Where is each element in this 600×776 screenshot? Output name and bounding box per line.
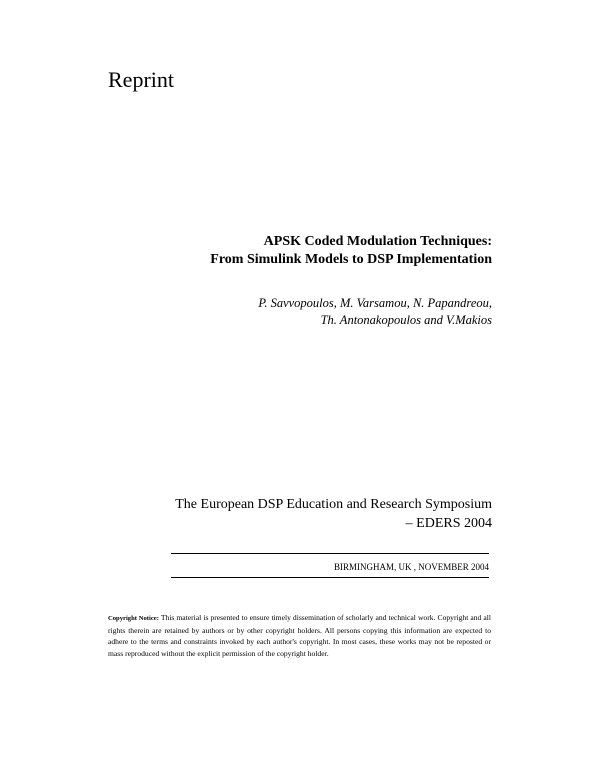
venue-location-text: BIRMINGHAM, UK , NOVEMBER 2004 xyxy=(333,562,489,572)
reprint-heading: Reprint xyxy=(108,67,174,92)
venue xyxy=(72,495,492,533)
copyright-label: Copyright Notice: xyxy=(108,615,159,622)
author-list xyxy=(72,295,492,329)
author-line-2: Th. Antonakopoulos and V.Makios xyxy=(320,313,492,327)
copyright-notice xyxy=(108,612,491,659)
top-divider xyxy=(171,553,489,554)
copyright-text: This material is presented to ensure timely dissemination of scholarly and technical work. Copyright and all rights therein are retained by authors or by other copyright holders. All persons copying this information are expected to adhere to the terms and constraints invoked by each author's copyright. In most cases, these works may not be reposted or mass reproduced without the explicit permission of the copyright holder. xyxy=(108,613,491,658)
venue-line-1: The European DSP Education and Research Symposium xyxy=(175,497,492,512)
bottom-divider xyxy=(171,577,489,578)
paper-title xyxy=(72,233,492,269)
author-line-1: P. Savvopoulos, M. Varsamou, N. Papandreou, xyxy=(258,296,492,310)
venue-location xyxy=(334,561,489,573)
paper-title-line-1: APSK Coded Modulation Techniques: xyxy=(263,234,492,249)
paper-title-line-2: From Simulink Models to DSP Implementation xyxy=(210,252,492,267)
venue-line-2: – EDERS 2004 xyxy=(405,516,492,531)
